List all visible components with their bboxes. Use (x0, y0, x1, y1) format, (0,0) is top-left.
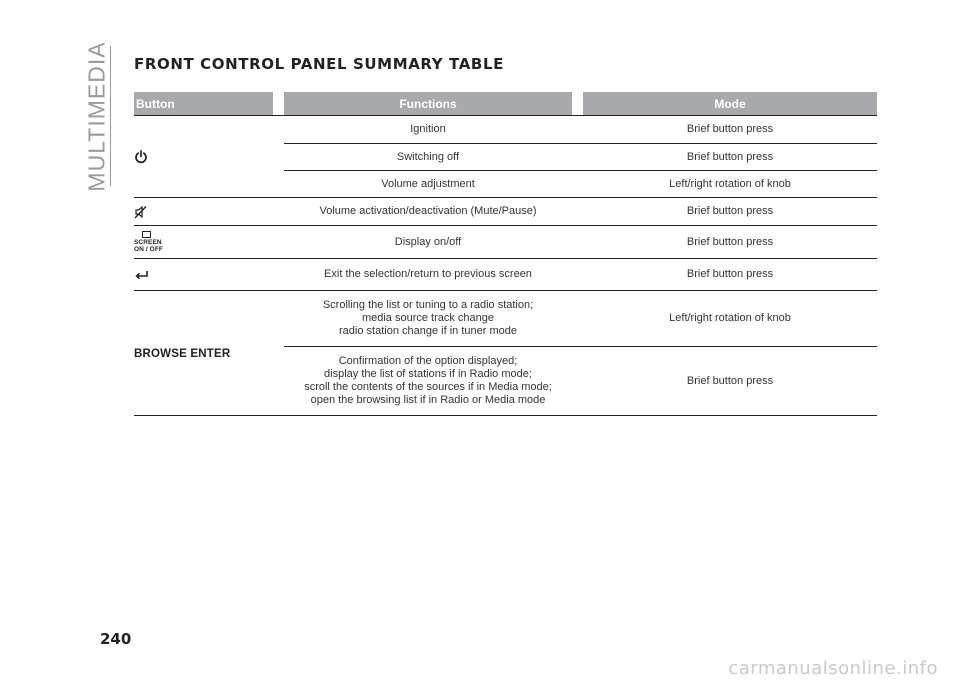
mute-icon (134, 205, 148, 219)
table-cell-function: Scrolling the list or tuning to a radio station; media source track change radio station change if in tuner mode (322, 299, 534, 337)
table-cell-function: Switching off (396, 150, 460, 163)
section-divider (110, 46, 111, 186)
power-icon (134, 150, 148, 164)
table-cell-function: Exit the selection/return to previous screen (324, 268, 532, 280)
power-button-cell (134, 116, 148, 197)
table-cell-mode: Brief button press (686, 205, 774, 217)
table-cell-mode: Brief button press (686, 150, 774, 163)
page-number: 240 (100, 630, 132, 648)
table-header (134, 92, 877, 115)
browse-enter-cell (134, 291, 230, 416)
table-cell-mode: Brief button press (686, 374, 774, 387)
table-bottom-rule (134, 415, 877, 416)
table-cell-function: Ignition (410, 123, 446, 135)
table-cell-function: Display on/off (394, 235, 462, 248)
table-cell-mode: Brief button press (686, 235, 774, 248)
summary-table (134, 92, 877, 406)
screen-on-off-icon: SCREEN ON / OFF (134, 231, 163, 253)
header-mode: Mode (583, 92, 877, 115)
page-title: FRONT CONTROL PANEL SUMMARY TABLE (134, 55, 504, 73)
mute-button-cell (134, 198, 148, 225)
watermark: carmanualsonline.info (728, 658, 938, 679)
table-cell-mode: Left/right rotation of knob (669, 177, 791, 190)
header-functions: Functions (284, 92, 572, 115)
table-cell-mode: Brief button press (686, 123, 774, 135)
browse-enter-label: BROWSE ENTER (134, 347, 231, 360)
table-cell-mode: Brief button press (686, 268, 774, 280)
table-cell-function: Volume adjustment (381, 177, 475, 190)
table-cell-mode: Left/right rotation of knob (669, 312, 791, 324)
back-button-cell (134, 259, 150, 290)
back-icon (134, 269, 150, 281)
screen-button-cell (134, 226, 163, 258)
table-cell-function: Confirmation of the option displayed; display the list of stations if in Radio mode; scroll the contents of the sources if in Media mode; open the browsing list if in Radio or Media mode (304, 355, 552, 406)
table-cell-function: Volume activation/deactivation (Mute/Pause) (319, 205, 537, 217)
section-label: MULTIMEDIA (83, 40, 110, 192)
header-button: Button (134, 92, 273, 115)
